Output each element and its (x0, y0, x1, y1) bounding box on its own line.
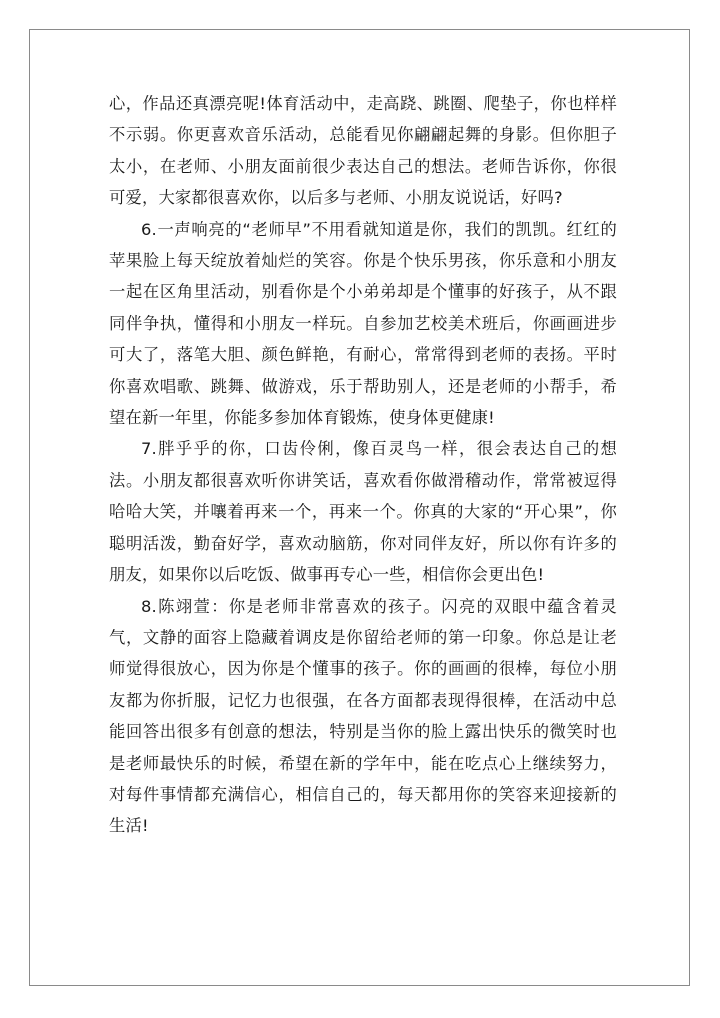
paragraph-item-8: 8.陈翊萱：你是老师非常喜欢的孩子。闪亮的双眼中蕴含着灵气，文静的面容上隐藏着调皮是你留给老师的第一印象。你总是让老师觉得很放心，因为你是个懂事的孩子。你的画画的很棒，每位小朋友都为你折服，记忆力也很强，在各方面都表现得很棒，在活动中总能回答出很多有创意的想法，特别是当你的脸上露出快乐的微笑时也是老师最快乐的时候，希望在新的学年中，能在吃点心上继续努力，对每件事情都充满信心，相信自己的，每天都用你的笑容来迎接新的生活! (109, 596, 617, 836)
paragraph-item-7: 7.胖乎乎的你，口齿伶俐，像百灵鸟一样，很会表达自己的想法。小朋友都很喜欢听你讲笑话，喜欢看你做滑稽动作，常常被逗得哈哈大笑，并嚷着再来一个，再来一个。你真的大家的“开心果”，你聪明活泼，勤奋好学，喜欢动脑筋，你对同伴友好，所以你有许多的朋友，如果你以后吃饭、做事再专心一些，相信你会更出色! (109, 439, 617, 585)
paragraph-continuation: 心，作品还真漂亮呢!体育活动中，走高跷、跳圈、爬垫子，你也样样不示弱。你更喜欢音乐活动，总能看见你翩翩起舞的身影。但你胆子太小，在老师、小朋友面前很少表达自己的想法。老师告诉你，你很可爱，大家都很喜欢你，以后多与老师、小朋友说说话，好吗? (109, 94, 617, 208)
document-body (109, 88, 617, 842)
paragraph-item-6: 6.一声响亮的“老师早”不用看就知道是你，我们的凯凯。红红的苹果脸上每天绽放着灿烂的笑容。你是个快乐男孩，你乐意和小朋友一起在区角里活动，别看你是个小弟弟却是个懂事的好孩子，从不跟同伴争执，懂得和小朋友一样玩。自参加艺校美术班后，你画画进步可大了，落笔大胆、颜色鲜艳，有耐心，常常得到老师的表扬。平时你喜欢唱歌、跳舞、做游戏，乐于帮助别人，还是老师的小帮手，希望在新一年里，你能多参加体育锻炼，使身体更健康! (109, 219, 617, 428)
